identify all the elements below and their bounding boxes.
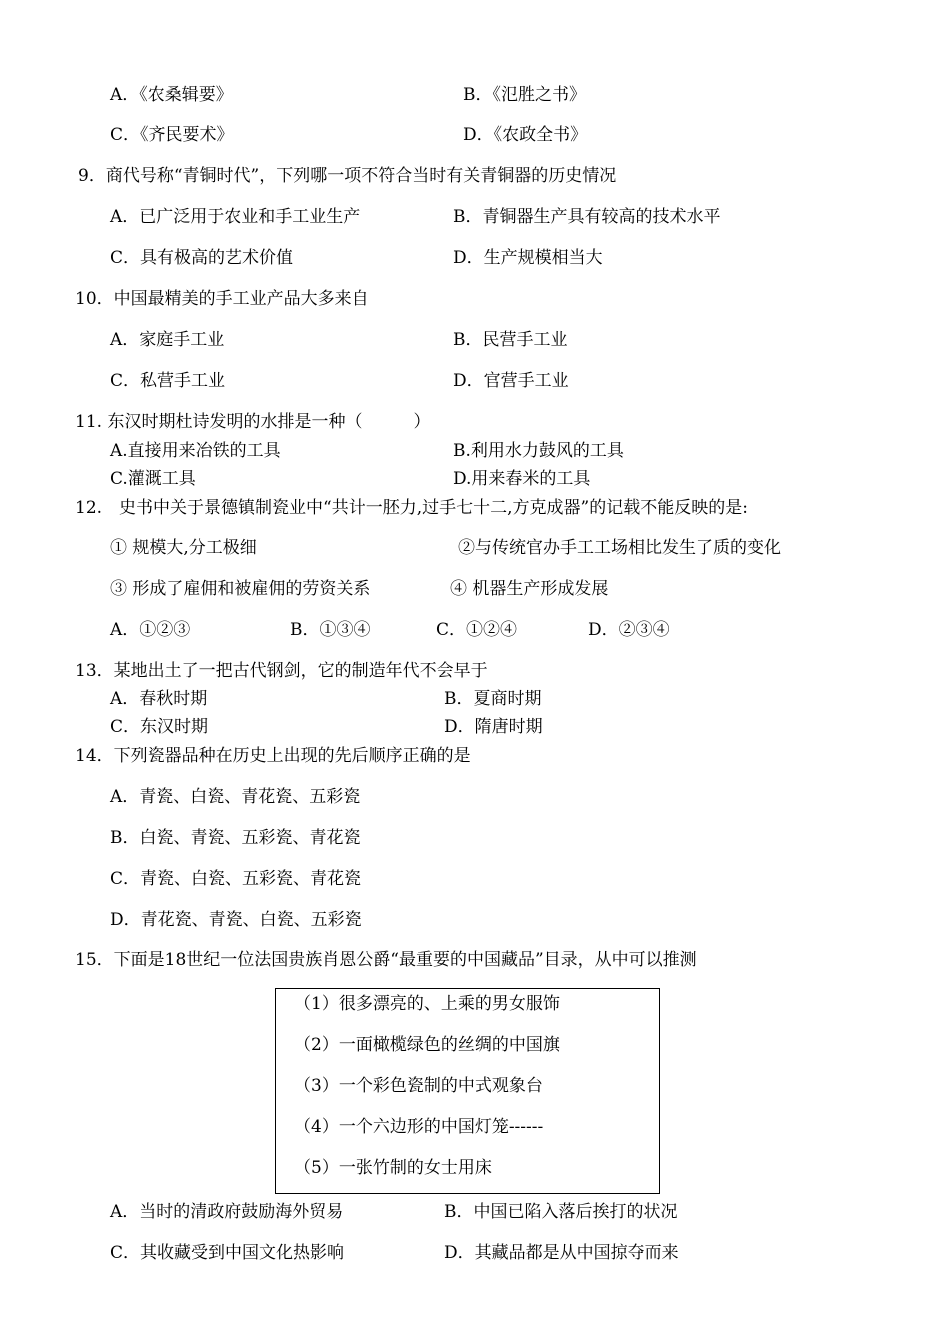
q9-option-b: B．青铜器生产具有较高的技术水平 (453, 207, 721, 227)
q10-option-d: D．官营手工业 (453, 371, 569, 391)
q15-option-d: D．其藏品都是从中国掠夺而来 (444, 1243, 679, 1263)
q11-option-a: A.直接用来冶铁的工具 (110, 441, 281, 461)
q15-list-item-5: （5）一张竹制的女士用床 (294, 1158, 492, 1178)
q12-statement-2: ②与传统官办手工工场相比发生了质的变化 (458, 538, 781, 558)
q12-statement-4: ④ 机器生产形成发展 (450, 579, 609, 599)
q8-option-c: C．《齐民要术》 (110, 125, 234, 145)
q12-statement-3: ③ 形成了雇佣和被雇佣的劳资关系 (110, 579, 371, 599)
q15-list-item-2: （2）一面橄榄绿色的丝绸的中国旗 (294, 1035, 560, 1055)
q9-option-a: A．已广泛用于农业和手工业生产 (110, 207, 361, 227)
q14-stem: 14．下列瓷器品种在历史上出现的先后顺序正确的是 (75, 746, 471, 766)
q12-option-a: A．①②③ (110, 620, 191, 640)
q13-option-a: A．春秋时期 (110, 689, 208, 709)
q11-option-d: D.用来舂米的工具 (453, 469, 591, 489)
q10-option-a: A．家庭手工业 (110, 330, 225, 350)
q15-list-item-3: （3）一个彩色瓷制的中式观象台 (294, 1076, 543, 1096)
q15-option-c: C．其收藏受到中国文化热影响 (110, 1243, 345, 1263)
q14-option-a: A．青瓷、白瓷、青花瓷、五彩瓷 (110, 787, 361, 807)
q10-option-c: C．私营手工业 (110, 371, 226, 391)
q9-option-d: D．生产规模相当大 (453, 248, 603, 268)
q11-option-b: B.利用水力鼓风的工具 (453, 441, 624, 461)
q12-statement-1: ① 规模大,分工极细 (110, 538, 257, 558)
q13-option-c: C．东汉时期 (110, 717, 209, 737)
q14-option-c: C．青瓷、白瓷、五彩瓷、青花瓷 (110, 869, 362, 889)
q13-option-b: B．夏商时期 (444, 689, 542, 709)
q8-option-b: B．《氾胜之书》 (463, 85, 586, 105)
q15-stem: 15．下面是18世纪一位法国贵族肖恩公爵“最重要的中国藏品”目录，从中可以推测 (75, 950, 697, 970)
q15-option-b: B．中国已陷入落后挨打的状况 (444, 1202, 678, 1222)
q11-option-c: C.灌溉工具 (110, 469, 196, 489)
q10-stem: 10．中国最精美的手工业产品大多来自 (75, 289, 369, 309)
q8-option-a: A．《农桑辑要》 (110, 85, 233, 105)
q15-collection-list-box (275, 988, 660, 1194)
q11-stem: 11. 东汉时期杜诗发明的水排是一种（ ） (75, 412, 431, 432)
q14-option-d: D．青花瓷、青瓷、白瓷、五彩瓷 (110, 910, 362, 930)
q13-stem: 13．某地出土了一把古代钢剑，它的制造年代不会早于 (75, 661, 488, 681)
q13-option-d: D．隋唐时期 (444, 717, 543, 737)
q15-option-a: A．当时的清政府鼓励海外贸易 (110, 1202, 344, 1222)
q12-option-d: D．②③④ (588, 620, 670, 640)
q12-option-c: C．①②④ (436, 620, 518, 640)
q15-list-item-4: （4）一个六边形的中国灯笼------ (294, 1117, 544, 1137)
q15-list-item-1: （1）很多漂亮的、上乘的男女服饰 (294, 994, 560, 1014)
q9-option-c: C．具有极高的艺术价值 (110, 248, 294, 268)
q12-option-b: B．①③④ (290, 620, 371, 640)
q14-option-b: B．白瓷、青瓷、五彩瓷、青花瓷 (110, 828, 361, 848)
q12-stem: 12. 史书中关于景德镇制瓷业中“共计一胚力,过手七十二,方克成器”的记载不能反映的是: (75, 498, 748, 518)
q8-option-d: D．《农政全书》 (463, 125, 588, 145)
q10-option-b: B．民营手工业 (453, 330, 568, 350)
q9-stem: 9．商代号称“青铜时代”，下列哪一项不符合当时有关青铜器的历史情况 (78, 166, 617, 186)
